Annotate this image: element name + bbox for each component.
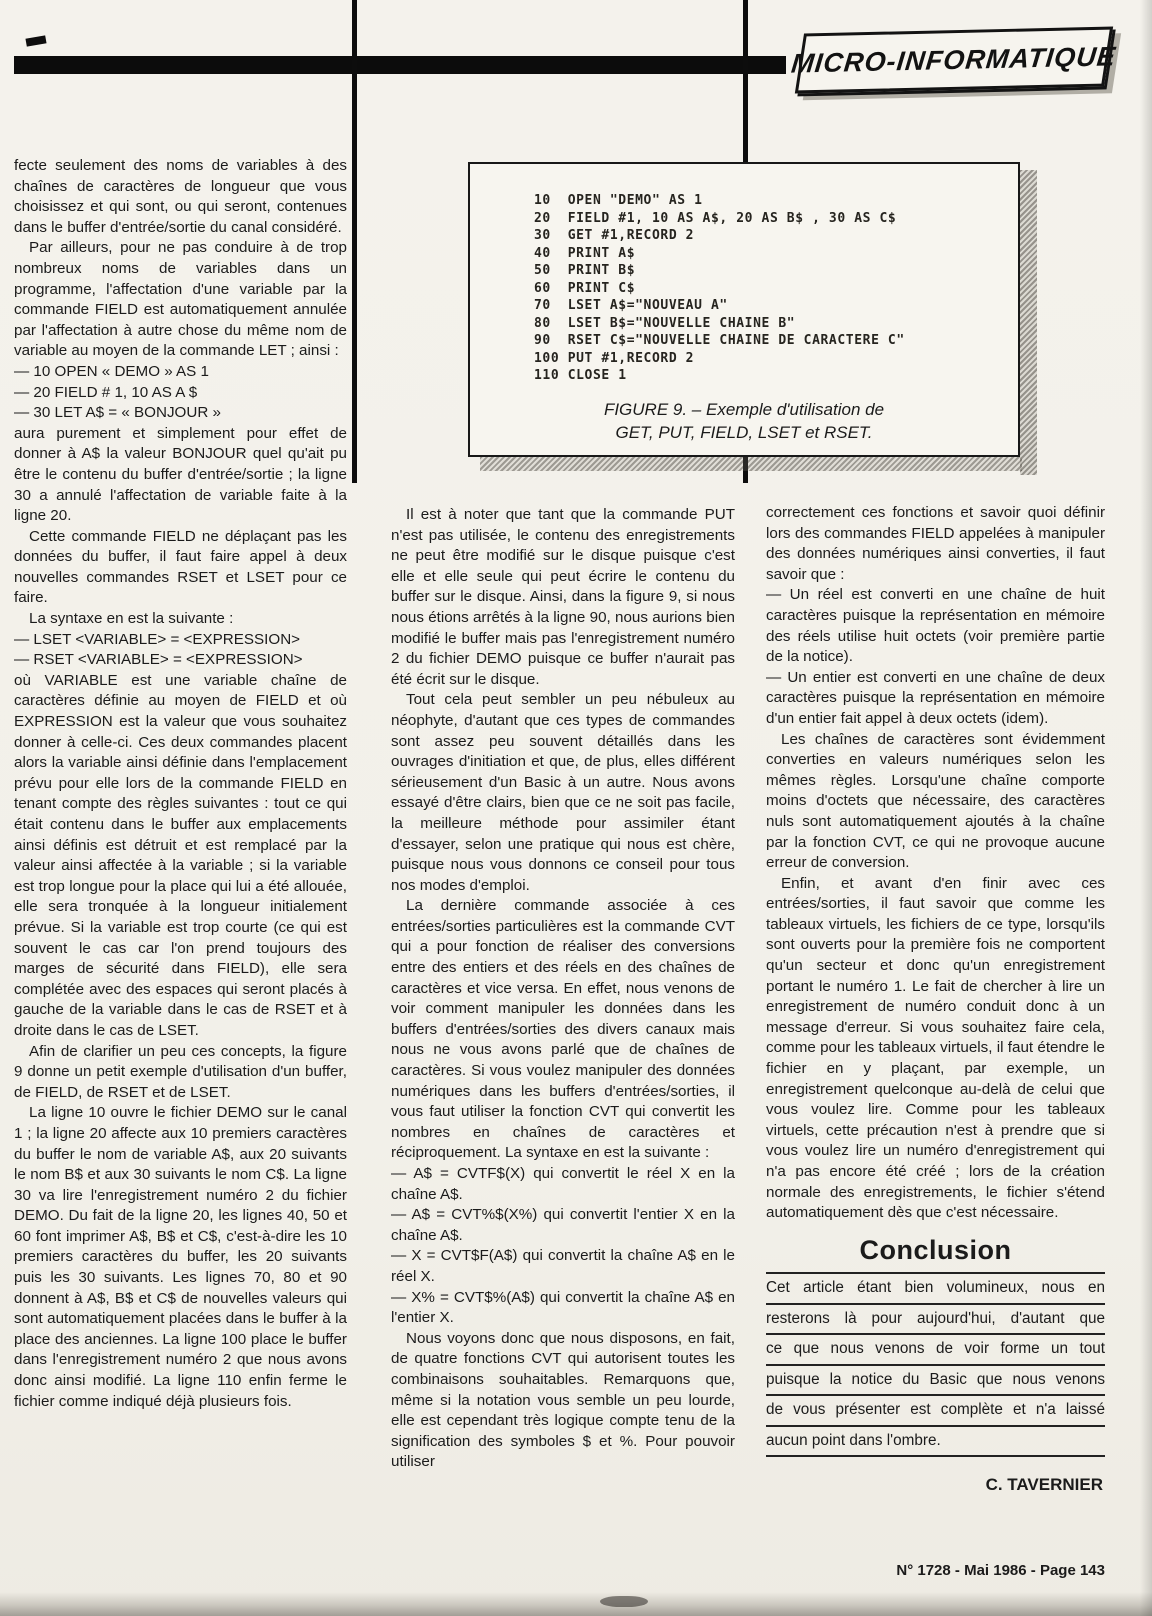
scan-artifact-blob xyxy=(600,1596,648,1607)
paragraph: — Un entier est converti en une chaîne de deux caractères puisque la représentation en mémoire d'un entier fait appel à deux octets (idem). xyxy=(766,668,1105,727)
code-line: 90 RSET C$="NOUVELLE CHAINE DE CARACTERE C" xyxy=(534,333,905,348)
code-line: 80 LSET B$="NOUVELLE CHAINE B" xyxy=(534,315,796,331)
code-line: 20 FIELD #1, 10 AS A$, 20 AS B$ , 30 AS C$ xyxy=(534,210,897,226)
paragraph: Par ailleurs, pour ne pas conduire à de trop nombreux noms de variables dans un programme, l'affectation d'une variable par la commande FIELD est automatiquement annulée par l'affectation à autre chose du même nom de variable au moyen de la commande LET ; ainsi : xyxy=(14,239,347,360)
page-footer-issue: N° 1728 - Mai 1986 - Page 143 xyxy=(896,1562,1105,1579)
basic-code-listing xyxy=(534,192,905,385)
author-signature: C. TAVERNIER xyxy=(985,1475,1103,1495)
paragraph: Nous voyons donc que nous disposons, en fait, de quatre fonctions CVT qui autorisent toutes les combinaisons souhaitables. Remarquons que, même si la notation vous semble un peu lourde, elle est cependant très logique compte tenu de la signification des symboles $ et %. Pour pouvoir utiliser xyxy=(391,1329,735,1471)
paragraph: fecte seulement des noms de variables à des chaînes de caractères de longueur que vous choisissez et qui sont, ou qui seront, contenues dans le buffer d'entrée/sortie du canal considéré. xyxy=(14,157,347,236)
paragraph: — LSET <VARIABLE> = <EXPRESSION> xyxy=(14,630,301,648)
paragraph: — 10 OPEN « DEMO » AS 1 xyxy=(14,362,209,380)
conclusion-line: Cet article étant bien volumineux, nous en xyxy=(766,1274,1105,1305)
column-3-paragraphs xyxy=(766,503,1105,1224)
article-column-1 xyxy=(14,156,347,1412)
paragraph: Tout cela peut sembler un peu nébuleux au néophyte, d'autant que ces types de commandes sont assez peu souvent détaillés dans les ouvrages d'initiation et que, de plus, elles différent sérieusement d'un Basic à un autre. Nous avons essayé d'être clairs, bien que ce ne soit pas facile, la meilleure méthode pour assimiler étant d'essayer, selon une pratique qui nous est chère, puisque nous vous donnons ce conseil pour tous nos modes d'emploi. xyxy=(391,691,735,894)
paragraph: correctement ces fonctions et savoir quoi définir lors des commandes FIELD appelées à manipuler des données numériques ainsi converties, il faut savoir que : xyxy=(766,504,1105,583)
conclusion-line: de vous présenter est complète et n'a laissé xyxy=(766,1396,1105,1427)
article-column-2 xyxy=(391,505,735,1473)
code-line: 10 OPEN "DEMO" AS 1 xyxy=(534,193,703,208)
section-logo xyxy=(790,27,1118,94)
paragraph: aura purement et simplement pour effet de donner à A$ la valeur BONJOUR quel qu'ait pu être le contenu du buffer d'entrée/sortie ; la ligne 30 a annulé l'affectation de variable faite à la ligne 20. xyxy=(14,424,347,525)
article-column-3 xyxy=(766,503,1105,1496)
paragraph: Cette commande FIELD ne déplaçant pas les données du buffer, il faut faire appel à deux nouvelles commandes RSET et LSET pour ce faire. xyxy=(14,527,347,607)
code-line: 110 CLOSE 1 xyxy=(534,368,627,383)
paragraph: — Un réel est converti en une chaîne de huit caractères puisque la représentation en mémoire des réels utilise huit octets (voir première partie de la notice). xyxy=(766,586,1105,666)
section-logo-text: MICRO-INFORMATIQUE xyxy=(790,40,1118,79)
code-line: 100 PUT #1,RECORD 2 xyxy=(534,350,695,366)
paragraph: — 20 FIELD # 1, 10 AS A $ xyxy=(14,383,198,401)
figure-9-box xyxy=(468,162,1020,457)
conclusion-line: ce que nous venons de voir forme un tout xyxy=(766,1335,1105,1366)
paragraph: Enfin, et avant d'en finir avec ces entrées/sorties, il faut savoir que comme les tableaux virtuels, les fichiers de ce type, lorsqu'ils sont ouverts pour la première fois ne comportent qu'un secteur et donc qu'un enregistrement portant le numéro 1. Le fait de chercher à lire un enregistrement de numéro conduit donc à un message d'erreur. Si vous souhaitez faire cela, comme pour les tableaux virtuels, il faut étendre le fichier en y plaçant, par exemple, un enregistrement quelconque au-delà de celui que vous voulez lire. Comme pour les tableaux virtuels, cette précaution n'est à prendre que si vous voulez lire un numéro d'enregistrement qui n'a pas encore été créé ; lors de la création normale des enregistrements, le fichier s'étend automatiquement dès que c'est nécessaire. xyxy=(766,874,1105,1222)
paragraph: — A$ = CVT%$(X%) qui convertit l'entier X en la chaîne A$. xyxy=(391,1206,735,1244)
scan-artifact-bottom xyxy=(0,1592,1152,1616)
column-divider-left xyxy=(352,0,357,483)
code-line: 30 GET #1,RECORD 2 xyxy=(534,228,695,243)
paragraph: Afin de clarifier un peu ces concepts, la figure 9 donne un petit exemple d'utilisation d'un buffer, de FIELD, de RSET et de LSET. xyxy=(14,1042,347,1101)
code-line: 70 LSET A$="NOUVEAU A" xyxy=(534,298,728,313)
conclusion-ruled-paragraph xyxy=(766,1272,1105,1457)
conclusion-line: aucun point dans l'ombre. xyxy=(766,1427,1105,1458)
paragraph: La syntaxe en est la suivante : xyxy=(29,610,234,628)
paragraph: où VARIABLE est une variable chaîne de caractères définie au moyen de FIELD et où EXPRESSION est la valeur que vous souhaitez donner à celle-ci. Ces deux commandes placent alors la variable ainsi définie dans l'emplacement prévu pour elle lors de la commande FIELD en tenant compte des règles suivantes : tout ce qui était contenu dans le buffer aux emplacements ainsi définis est détruit et est remplacé par la valeur ainsi affectée à la variable ; si la variable est trop longue pour la place qui lui a été allouée, elle sera tronquée à la longueur initialement prévue. Si la variable est trop courte (ce qui est souvent le cas car l'on prend toujours des marges de sécurité dans FIELD), elle sera complétée avec des espaces qui seront placés à gauche de la variable dans le cas de RSET et à droite dans le cas de LSET. xyxy=(14,671,347,1039)
code-line: 50 PRINT B$ xyxy=(534,263,636,278)
code-line: 60 PRINT C$ xyxy=(534,280,636,296)
conclusion-line: resterons là pour aujourd'hui, d'autant que xyxy=(766,1305,1105,1336)
paragraph: — X% = CVT$%(A$) qui convertit la chaîne A$ en l'entier X. xyxy=(391,1288,735,1327)
scan-artifact-mark xyxy=(25,35,46,46)
header-rule-bar xyxy=(14,56,786,74)
paragraph: — A$ = CVTF$(X) qui convertit le réel X en la chaîne A$. xyxy=(391,1165,735,1203)
figure-caption xyxy=(470,398,1018,444)
conclusion-heading: Conclusion xyxy=(859,1234,1012,1265)
figure-caption-line-1: FIGURE 9. – Exemple d'utilisation de xyxy=(603,400,885,419)
scan-artifact-right-edge xyxy=(1140,0,1152,1616)
paragraph: Il est à noter que tant que la commande PUT n'est pas utilisée, le contenu des enregistrements ne peut être modifié sur le disque puisque c'est elle et elle seule qui peut écrire le contenu du buffer sur le disque. Ainsi, dans la figure 9, si nous nous étions arrêtés à la ligne 90, nous aurions bien modifié le buffer mais pas l'enregistrement numéro 2 du fichier DEMO puisque ce buffer n'aurait pas été écrit sur le disque. xyxy=(391,506,735,688)
conclusion-line: puisque la notice du Basic que nous venons xyxy=(766,1366,1105,1397)
figure-caption-line-2: GET, PUT, FIELD, LSET et RSET. xyxy=(615,423,873,442)
paragraph: La ligne 10 ouvre le fichier DEMO sur le canal 1 ; la ligne 20 affecte aux 10 premiers caractères du buffer le nom de variable A$, aux 20 suivants le nom B$ et aux 30 suivants le nom C$. La ligne 30 va lire l'enregistrement numéro 2 du fichier DEMO. Du fait de la ligne 20, les lignes 40, 50 et 60 font imprimer A$, B$ et C$, c'est-à-dire les 10 premiers caractères du buffer, les 20 suivants puis les 30 suivants. Les lignes 70, 80 et 90 donnent à A$, B$ et C$ de nouvelles valeurs qui sont automatiquement placées dans le buffer à la place des anciennes. La ligne 100 place le buffer dans l'enregistrement numéro 2 que nous avons donc ainsi modifié. La ligne 110 enfin ferme le fichier comme indiqué déjà plusieurs fois. xyxy=(14,1104,347,1410)
paragraph: — X = CVT$F(A$) qui convertit la chaîne A$ en le réel X. xyxy=(391,1247,735,1285)
paragraph: — RSET <VARIABLE> = <EXPRESSION> xyxy=(14,651,303,669)
paragraph: La dernière commande associée à ces entrées/sorties particulières est la commande CVT qui a pour fonction de réaliser des conversions entre des entiers et des réels en des chaînes de caractères et vice versa. En effet, nous venons de voir comment manipuler les données dans les buffers d'entrées/sorties des divers canaux mais nous ne vous avons parlé que de chaînes de caractères. Si vous voulez manipuler des données numériques dans les buffers d'entrées/sorties, il vous faut utiliser la fonction CVT qui convertit les nombres en chaînes de caractères et réciproquement. La syntaxe en est la suivante : xyxy=(391,897,735,1162)
paragraph: Les chaînes de caractères sont évidemment converties en valeurs numériques selon les mêmes règles. Lorsqu'une chaîne comporte moins d'octets que nécessaire, des caractères nuls sont automatiquement ajoutés à la chaîne par la fonction CVT, ce qui ne provoque aucune erreur de conversion. xyxy=(766,730,1105,872)
paragraph: — 30 LET A$ = « BONJOUR » xyxy=(14,404,221,422)
code-line: 40 PRINT A$ xyxy=(534,245,636,261)
